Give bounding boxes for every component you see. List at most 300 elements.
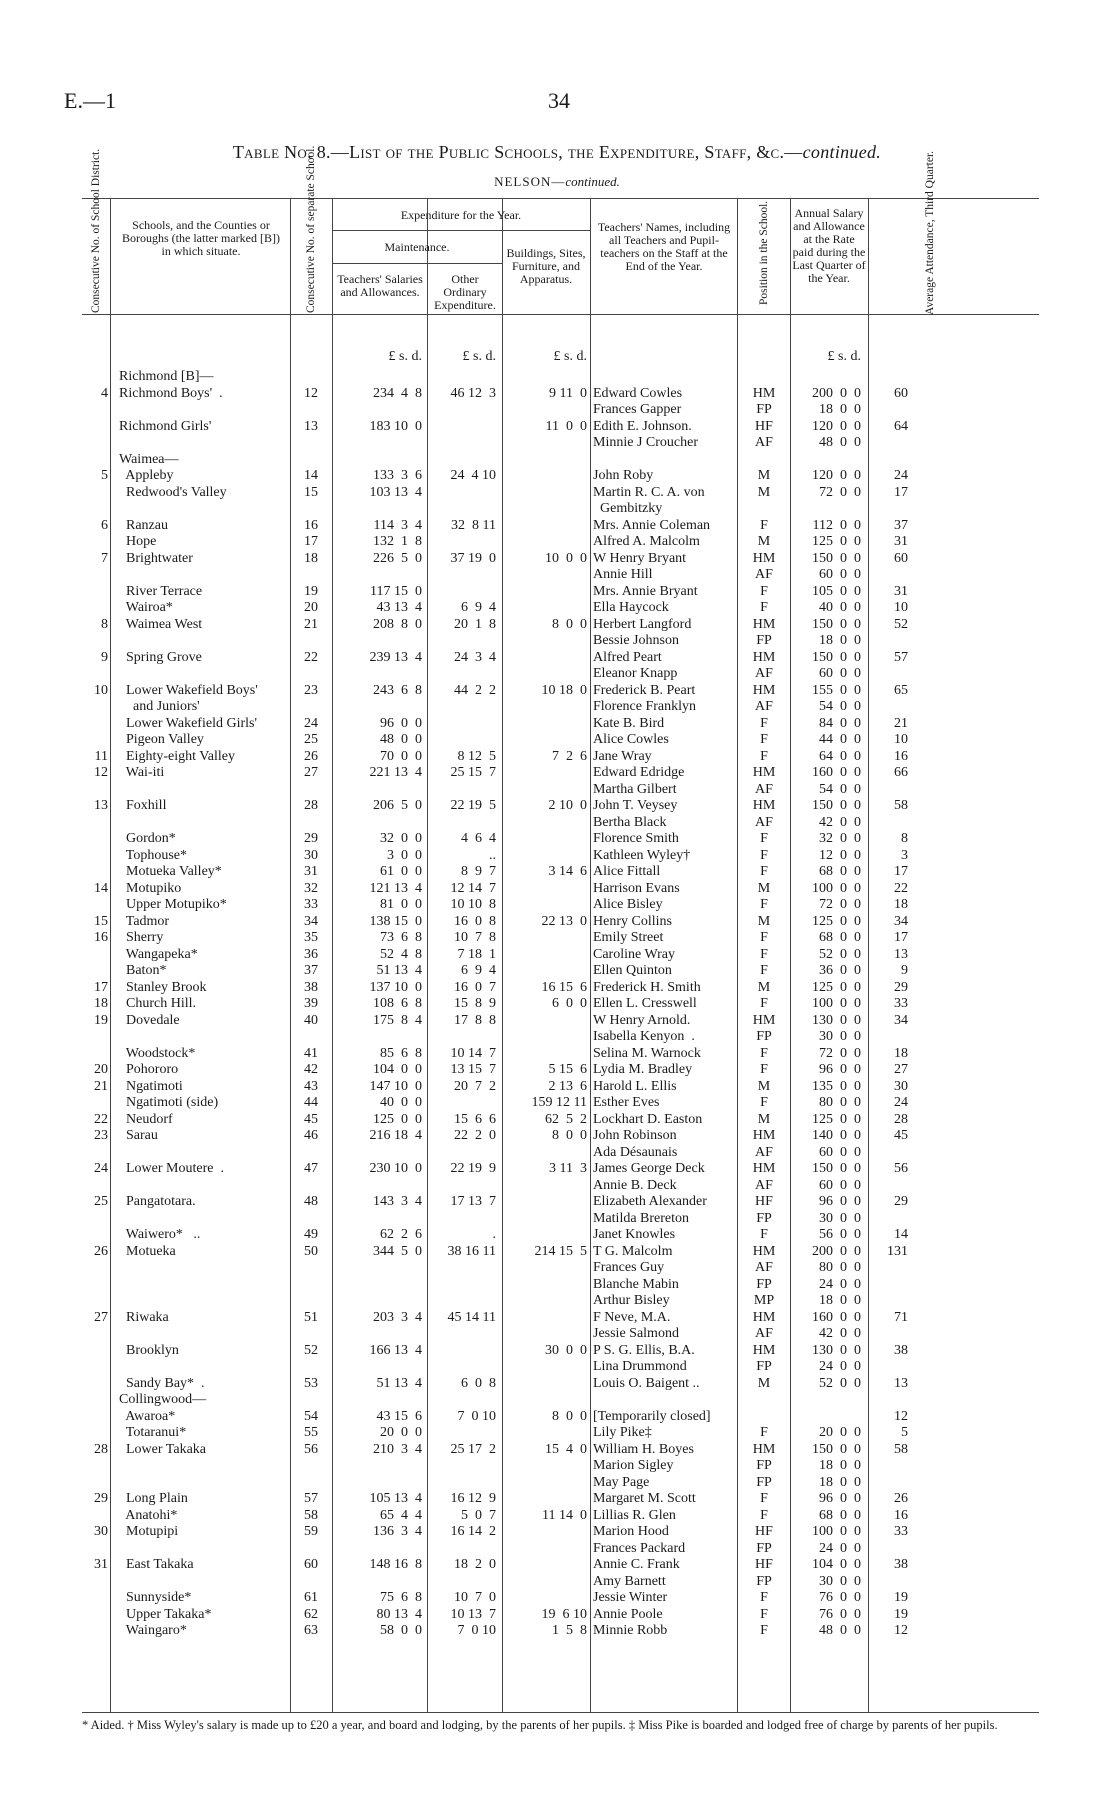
- position: M: [757, 484, 771, 500]
- school-name: Ngatimoti (side): [119, 1095, 219, 1110]
- annual-salary: 105 0 0: [812, 583, 861, 599]
- annual-salary: 76 0 0: [819, 1590, 861, 1605]
- table-row: [82, 1277, 1039, 1294]
- position: HF: [755, 418, 773, 434]
- other-expenditure: 24 4 10: [450, 468, 496, 483]
- school-name: Sherry: [119, 930, 164, 945]
- teacher-name: Ellen L. Cresswell: [593, 996, 697, 1011]
- school-name: Richmond Girls': [119, 418, 212, 434]
- school-name: Ngatimoti: [119, 1078, 183, 1094]
- school-name: Collingwood—: [119, 1392, 207, 1407]
- district-no: 9: [101, 649, 108, 665]
- school-name: Waingaro*: [119, 1623, 187, 1638]
- table-row: [82, 1145, 1039, 1162]
- position: F: [760, 1606, 768, 1622]
- school-name: Totaranui*: [119, 1425, 187, 1440]
- other-expenditure: 45 14 11: [447, 1309, 496, 1325]
- separate-no: 57: [304, 1491, 318, 1506]
- school-name: Awaroa*: [119, 1408, 176, 1424]
- attendance: 19: [894, 1606, 908, 1622]
- separate-no: 51: [304, 1309, 318, 1325]
- attendance: 57: [894, 649, 908, 665]
- table-row: [82, 1607, 1039, 1624]
- annual-salary: 76 0 0: [819, 1606, 861, 1622]
- attendance: 18: [894, 897, 908, 912]
- district-no: 23: [94, 1128, 108, 1143]
- annual-salary: 24 0 0: [819, 1359, 861, 1374]
- table-row: [82, 815, 1039, 832]
- table-row: [82, 452, 1039, 469]
- school-name: Waimea West: [119, 616, 203, 632]
- table-row: [82, 1557, 1039, 1574]
- attendance: 22: [894, 880, 908, 896]
- district-no: 21: [94, 1078, 108, 1094]
- teachers-salaries: 3 0 0: [387, 847, 422, 863]
- teachers-salaries: 137 10 0: [369, 979, 422, 995]
- position: F: [760, 963, 768, 978]
- teacher-name: Mrs. Annie Coleman: [593, 517, 711, 533]
- units-row: [82, 349, 1039, 369]
- position: F: [760, 897, 768, 912]
- header-maintenance: Maintenance.: [384, 240, 450, 254]
- district-no: 22: [94, 1111, 108, 1127]
- school-name: Baton*: [119, 963, 167, 978]
- teachers-salaries: 344 5 0: [373, 1243, 422, 1259]
- district-no: 24: [94, 1161, 108, 1176]
- position: F: [760, 831, 768, 846]
- annual-salary: 125 0 0: [812, 534, 861, 549]
- table-row: [82, 1079, 1039, 1096]
- district-no: 15: [94, 913, 108, 929]
- annual-salary: 48 0 0: [819, 1623, 861, 1638]
- teacher-name: Lillias R. Glen: [593, 1507, 676, 1523]
- teacher-name: Minnie Robb: [593, 1623, 668, 1638]
- teacher-name: Edward Cowles: [593, 385, 683, 401]
- district-no: 20: [94, 1062, 108, 1077]
- annual-salary: 80 0 0: [819, 1260, 861, 1275]
- teacher-name: Minnie J Croucher: [593, 435, 698, 450]
- annual-salary: 42 0 0: [819, 1326, 861, 1341]
- position: F: [760, 1095, 768, 1110]
- table-row: [82, 1508, 1039, 1525]
- table-row: [82, 419, 1039, 436]
- position: F: [760, 1425, 768, 1440]
- teachers-salaries: 70 0 0: [380, 748, 422, 764]
- school-name: Wangapeka*: [119, 946, 198, 962]
- school-name: East Takaka: [119, 1557, 194, 1572]
- table-row: [82, 1475, 1039, 1492]
- header-buildings: Buildings, Sites, Furniture, and Apparatus.: [506, 246, 586, 286]
- other-expenditure: 8 9 7: [461, 864, 496, 879]
- attendance: 16: [894, 748, 908, 764]
- other-expenditure: 13 15 7: [450, 1062, 496, 1077]
- teacher-name: Florence Smith: [593, 831, 679, 846]
- table-row: [82, 798, 1039, 815]
- other-expenditure: 15 6 6: [454, 1111, 496, 1127]
- annual-salary: 150 0 0: [812, 1161, 861, 1176]
- teacher-name: Ellen Quinton: [593, 963, 672, 978]
- separate-no: 62: [304, 1606, 318, 1622]
- other-expenditure: 25 15 7: [450, 765, 496, 780]
- school-name: Pohororo: [119, 1062, 179, 1077]
- school-name: Pangatotara.: [119, 1194, 196, 1209]
- annual-salary: 24 0 0: [819, 1276, 861, 1292]
- teacher-name: Blanche Mabin: [593, 1276, 679, 1292]
- attendance: 65: [894, 682, 908, 698]
- teacher-name: Arthur Bisley: [593, 1293, 670, 1308]
- teacher-name: Alfred A. Malcolm: [593, 534, 700, 549]
- district-no: 18: [94, 996, 108, 1011]
- attendance: 38: [894, 1342, 908, 1358]
- annual-salary: 56 0 0: [819, 1227, 861, 1242]
- separate-no: 38: [304, 979, 318, 995]
- school-name: Richmond [B]—: [119, 369, 214, 384]
- annual-salary: 112 0 0: [812, 517, 861, 533]
- other-expenditure: 22 2 0: [454, 1128, 496, 1143]
- school-name: Waiwero* ..: [119, 1227, 201, 1242]
- position: M: [757, 913, 771, 929]
- table-row: [82, 1046, 1039, 1063]
- attendance: 19: [894, 1590, 908, 1605]
- separate-no: 43: [304, 1078, 318, 1094]
- annual-salary: 96 0 0: [819, 1491, 861, 1506]
- teacher-name: Elizabeth Alexander: [593, 1194, 707, 1209]
- position: FP: [756, 1540, 772, 1556]
- teacher-name: Eleanor Knapp: [593, 666, 678, 681]
- separate-no: 36: [304, 946, 318, 962]
- position: HM: [752, 1243, 776, 1259]
- header-teachers-salaries: Teachers' Salaries and Allowances.: [337, 272, 423, 299]
- teachers-salaries: 183 10 0: [369, 418, 422, 434]
- school-name: Motueka: [119, 1243, 176, 1259]
- district-no: 5: [101, 468, 108, 483]
- position: F: [760, 583, 768, 599]
- school-name: Lower Wakefield Boys': [119, 682, 258, 698]
- position: FP: [756, 1029, 772, 1044]
- other-expenditure: 22 19 5: [450, 798, 496, 813]
- teachers-salaries: 239 13 4: [369, 649, 422, 665]
- teacher-name: Bessie Johnson: [593, 633, 679, 648]
- district-no: 30: [94, 1524, 108, 1539]
- teachers-salaries: 108 6 8: [373, 996, 422, 1011]
- separate-no: 56: [304, 1441, 318, 1457]
- position: HF: [755, 1524, 773, 1539]
- district-no: 19: [94, 1012, 108, 1028]
- table-row: [82, 1524, 1039, 1541]
- teachers-salaries: 117 15 0: [370, 583, 422, 599]
- table-row: [82, 617, 1039, 634]
- table-row: [82, 1293, 1039, 1310]
- separate-no: 50: [304, 1243, 318, 1259]
- annual-salary: 60 0 0: [819, 1144, 861, 1160]
- separate-no: 30: [304, 847, 318, 863]
- annual-salary: 100 0 0: [812, 880, 861, 896]
- teacher-name: Frances Gapper: [593, 402, 682, 417]
- attendance: 29: [894, 979, 908, 995]
- buildings: 6 0 0: [552, 996, 587, 1011]
- teachers-salaries: 52 4 8: [380, 946, 422, 962]
- table-row: [82, 996, 1039, 1013]
- teacher-name: Florence Franklyn: [593, 699, 697, 714]
- teacher-name: Jessie Salmond: [593, 1326, 679, 1341]
- table-row: [82, 1161, 1039, 1178]
- table-row: [82, 551, 1039, 568]
- school-name: Eighty-eight Valley: [119, 748, 235, 764]
- district-no: 25: [94, 1194, 108, 1209]
- table-row: [82, 1409, 1039, 1426]
- buildings: 8 0 0: [552, 1128, 587, 1143]
- district-no: 26: [94, 1243, 108, 1259]
- table-row: [82, 1392, 1039, 1409]
- annual-salary: 72 0 0: [819, 1045, 861, 1061]
- school-name: Richmond Boys' .: [119, 385, 223, 401]
- annual-salary: 160 0 0: [812, 765, 861, 780]
- teacher-name: Selina M. Warnock: [593, 1045, 701, 1061]
- annual-salary: 60 0 0: [819, 1177, 861, 1193]
- position: HM: [752, 682, 776, 698]
- unit-bld: £ s. d.: [553, 349, 587, 364]
- school-name: Long Plain: [119, 1491, 188, 1506]
- position: HM: [752, 798, 776, 813]
- teachers-salaries: 125 0 0: [373, 1111, 422, 1127]
- attendance: 24: [894, 1095, 908, 1110]
- teacher-name: Martin R. C. A. von: [593, 484, 705, 500]
- table-row: [82, 947, 1039, 964]
- attendance: 29: [894, 1194, 908, 1209]
- school-name: Motupipi: [119, 1524, 179, 1539]
- attendance: 33: [894, 996, 908, 1011]
- attendance: 8: [901, 831, 908, 846]
- table-row: [82, 1590, 1039, 1607]
- other-expenditure: 6 9 4: [461, 600, 496, 615]
- district-no: 12: [94, 765, 108, 780]
- annual-salary: 48 0 0: [819, 435, 861, 450]
- annual-salary: 32 0 0: [819, 831, 861, 846]
- position: MP: [753, 1293, 775, 1308]
- separate-no: 17: [304, 534, 318, 549]
- position: M: [757, 880, 771, 896]
- page-id: E.—1: [64, 88, 116, 113]
- buildings: 3 14 6: [548, 864, 587, 879]
- annual-salary: 135 0 0: [812, 1078, 861, 1094]
- buildings: 9 11 0: [549, 385, 587, 401]
- attendance: 52: [894, 616, 908, 632]
- position: F: [760, 930, 768, 945]
- table-row: [82, 369, 1039, 386]
- annual-salary: 42 0 0: [819, 814, 861, 830]
- position: HM: [752, 1342, 776, 1358]
- teacher-name: Alfred Peart: [593, 649, 662, 665]
- table-row: [82, 633, 1039, 650]
- separate-no: 18: [304, 550, 318, 566]
- school-name: Wairoa*: [119, 600, 173, 615]
- annual-salary: 96 0 0: [819, 1194, 861, 1209]
- separate-no: 21: [304, 616, 318, 632]
- table-row: [82, 881, 1039, 898]
- teacher-name: Ella Haycock: [593, 600, 669, 615]
- table-row: [82, 501, 1039, 518]
- teacher-name: W Henry Arnold.: [593, 1012, 691, 1028]
- separate-no: 12: [304, 385, 318, 401]
- teacher-name: Jessie Winter: [593, 1590, 668, 1605]
- table-row: [82, 435, 1039, 452]
- other-expenditure: 15 8 9: [454, 996, 496, 1011]
- table-row: [82, 1574, 1039, 1591]
- buildings: 10 18 0: [541, 682, 587, 698]
- annual-salary: 30 0 0: [819, 1210, 861, 1226]
- teacher-name: Lockhart D. Easton: [593, 1111, 703, 1127]
- teacher-name: Lina Drummond: [593, 1359, 687, 1374]
- other-expenditure: 7 0 10: [457, 1408, 496, 1424]
- teachers-salaries: 206 5 0: [373, 798, 422, 813]
- unit-oth: £ s. d.: [462, 349, 496, 364]
- teacher-name: Harrison Evans: [593, 880, 680, 896]
- annual-salary: 100 0 0: [812, 1524, 861, 1539]
- other-expenditure: 4 6 4: [461, 831, 496, 846]
- position: HM: [752, 616, 776, 632]
- table-row: [82, 1211, 1039, 1228]
- position: FP: [756, 633, 772, 648]
- teacher-name: Alice Fittall: [593, 864, 661, 879]
- teachers-salaries: 85 6 8: [380, 1045, 422, 1061]
- position: AF: [755, 1177, 773, 1193]
- header-position: Position in the School.: [758, 200, 770, 305]
- school-name: Dovedale: [119, 1012, 180, 1028]
- attendance: 9: [901, 963, 908, 978]
- separate-no: 33: [304, 897, 318, 912]
- school-name: Lower Takaka: [119, 1441, 207, 1457]
- teacher-name: Frances Guy: [593, 1260, 665, 1275]
- buildings: 3 11 3: [549, 1161, 587, 1176]
- teacher-name: Frederick B. Peart: [593, 682, 696, 698]
- separate-no: 14: [304, 468, 318, 483]
- annual-salary: 18 0 0: [819, 633, 861, 648]
- annual-salary: 30 0 0: [819, 1573, 861, 1589]
- teachers-salaries: 221 13 4: [369, 765, 422, 780]
- school-name: Spring Grove: [119, 649, 202, 665]
- annual-salary: 18 0 0: [819, 402, 861, 417]
- teacher-name: Janet Knowles: [593, 1227, 676, 1242]
- other-expenditure: 16 14 2: [450, 1524, 496, 1539]
- school-name: and Juniors': [119, 699, 200, 714]
- table-row: [82, 683, 1039, 700]
- attendance: 60: [894, 385, 908, 401]
- attendance: 18: [894, 1045, 908, 1061]
- other-expenditure: 16 0 8: [454, 913, 496, 929]
- attendance: 14: [894, 1227, 908, 1242]
- position: AF: [755, 567, 773, 582]
- position: AF: [755, 1260, 773, 1275]
- separate-no: 19: [304, 583, 318, 599]
- other-expenditure: 25 17 2: [450, 1441, 496, 1457]
- teacher-name: Alice Bisley: [593, 897, 663, 912]
- attendance: 17: [894, 864, 908, 879]
- other-expenditure: 17 8 8: [454, 1012, 496, 1028]
- attendance: 13: [894, 946, 908, 962]
- teachers-salaries: 203 3 4: [373, 1309, 422, 1325]
- school-name: Lower Wakefield Girls': [119, 715, 257, 731]
- school-name: Hope: [119, 534, 157, 549]
- attendance: 27: [894, 1062, 908, 1077]
- position: AF: [755, 435, 773, 450]
- buildings: 16 15 6: [541, 979, 587, 995]
- table-row: [82, 848, 1039, 865]
- school-name: Woodstock*: [119, 1045, 196, 1061]
- table-row: [82, 485, 1039, 502]
- teachers-salaries: 43 13 4: [376, 600, 422, 615]
- teachers-salaries: 234 4 8: [373, 385, 422, 401]
- separate-no: 35: [304, 930, 318, 945]
- table-row: [82, 1491, 1039, 1508]
- unit-sal: £ s. d.: [827, 349, 861, 364]
- teachers-salaries: 40 0 0: [380, 1095, 422, 1110]
- table-row: [82, 1310, 1039, 1327]
- other-expenditure: 18 2 0: [454, 1557, 496, 1572]
- table-row: [82, 650, 1039, 667]
- separate-no: 20: [304, 600, 318, 615]
- teacher-name: Frederick H. Smith: [593, 979, 701, 995]
- other-expenditure: 38 16 11: [447, 1243, 496, 1259]
- other-expenditure: 32 8 11: [451, 517, 496, 533]
- position: AF: [755, 666, 773, 681]
- teacher-name: Jane Wray: [593, 748, 652, 764]
- annual-salary: 54 0 0: [819, 781, 861, 797]
- school-name: Gordon*: [119, 831, 176, 846]
- separate-no: 48: [304, 1194, 318, 1209]
- position: F: [760, 748, 768, 764]
- district-no: 14: [94, 880, 108, 896]
- position: HM: [752, 1161, 776, 1176]
- separate-no: 37: [304, 963, 318, 978]
- separate-no: 61: [304, 1590, 318, 1605]
- attendance: 30: [894, 1078, 908, 1094]
- buildings: 19 6 10: [541, 1606, 587, 1622]
- table-row: [82, 386, 1039, 403]
- position: AF: [755, 1144, 773, 1160]
- school-name: Tadmor: [119, 913, 170, 929]
- attendance: 64: [894, 418, 908, 434]
- teachers-salaries: 226 5 0: [373, 550, 422, 566]
- separate-no: 60: [304, 1557, 318, 1572]
- teacher-name: Bertha Black: [593, 814, 667, 830]
- position: M: [757, 468, 771, 483]
- school-name: Pigeon Valley: [119, 732, 204, 747]
- teacher-name: Kathleen Wyley†: [593, 847, 691, 863]
- separate-no: 23: [304, 682, 318, 698]
- position: FP: [756, 1276, 772, 1292]
- district-no: 27: [94, 1309, 108, 1325]
- annual-salary: 40 0 0: [819, 600, 861, 615]
- separate-no: 59: [304, 1524, 318, 1539]
- buildings: 214 15 5: [534, 1243, 587, 1259]
- table-row: [82, 1541, 1039, 1558]
- teacher-name: Ada Désaunais: [593, 1144, 678, 1160]
- header-teachers-names: Teachers' Names, including all Teachers and Pupil-teachers on the Staff at the End of the Year.: [597, 220, 731, 273]
- other-expenditure: 20 7 2: [454, 1078, 496, 1094]
- attendance: 24: [894, 468, 908, 483]
- position: F: [760, 1507, 768, 1523]
- annual-salary: 68 0 0: [819, 930, 861, 945]
- school-name: Foxhill: [119, 798, 167, 813]
- buildings: 8 0 0: [552, 616, 587, 632]
- table-row: [82, 1095, 1039, 1112]
- attendance: 17: [894, 484, 908, 500]
- position: F: [760, 1227, 768, 1242]
- school-name: Motupiko: [119, 880, 182, 896]
- separate-no: 27: [304, 765, 318, 780]
- position: M: [757, 1375, 771, 1391]
- buildings: 7 2 6: [552, 748, 587, 764]
